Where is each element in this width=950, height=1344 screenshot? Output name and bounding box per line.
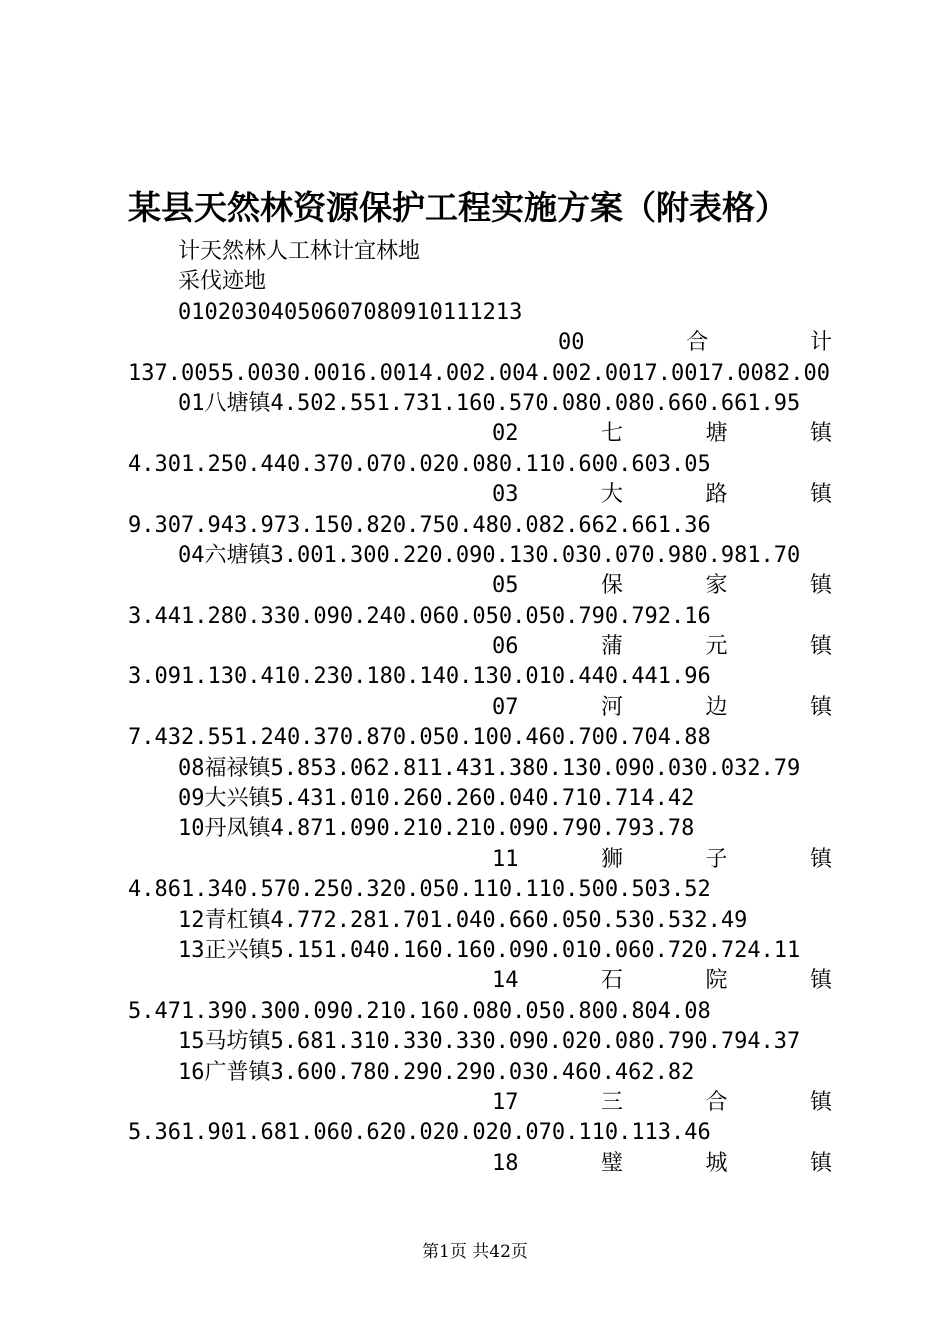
text-line bbox=[492, 480, 832, 510]
line-segment: 元 bbox=[705, 634, 728, 660]
line-segment: 子 bbox=[705, 846, 728, 872]
text-line bbox=[492, 1088, 832, 1118]
line-segment: 边 bbox=[705, 694, 728, 720]
text-line: 01八塘镇4.502.551.731.160.570.080.080.660.661.95 bbox=[178, 390, 801, 416]
line-segment: 镇 bbox=[809, 1150, 832, 1176]
document-body bbox=[128, 237, 832, 1179]
line-segment: 镇 bbox=[809, 1089, 832, 1115]
line-segment: 18 bbox=[492, 1150, 519, 1176]
text-line bbox=[492, 571, 832, 601]
line-segment: 镇 bbox=[809, 694, 832, 720]
line-segment: 00 bbox=[558, 330, 585, 356]
text-line: 04六塘镇3.001.300.220.090.130.030.070.980.981.70 bbox=[178, 542, 801, 568]
line-segment: 家 bbox=[705, 573, 728, 599]
line-segment: 06 bbox=[492, 634, 519, 660]
text-line bbox=[492, 693, 832, 723]
line-segment: 镇 bbox=[809, 968, 832, 994]
text-line: 12青杠镇4.772.281.701.040.660.050.530.532.49 bbox=[178, 907, 748, 933]
line-segment: 狮 bbox=[600, 846, 623, 872]
text-line: 01020304050607080910111213 bbox=[178, 299, 523, 325]
line-segment: 计 bbox=[809, 330, 832, 356]
page-footer: 第1页 共42页 bbox=[422, 1242, 528, 1262]
line-segment: 07 bbox=[492, 694, 519, 720]
line-segment: 镇 bbox=[809, 421, 832, 447]
line-segment: 镇 bbox=[809, 634, 832, 660]
line-segment: 河 bbox=[600, 694, 623, 720]
text-line bbox=[492, 419, 832, 449]
line-segment: 合 bbox=[686, 330, 709, 356]
line-segment: 镇 bbox=[809, 482, 832, 508]
line-segment: 镇 bbox=[809, 846, 832, 872]
text-line: 4.301.250.440.370.070.020.080.110.600.603.05 bbox=[128, 451, 711, 477]
text-line: 4.861.340.570.250.320.050.110.110.500.503.52 bbox=[128, 877, 711, 903]
line-segment: 保 bbox=[600, 573, 623, 599]
text-line: 计天然林人工林计宜林地 bbox=[178, 239, 421, 264]
line-segment: 合 bbox=[705, 1089, 728, 1115]
line-segment: 石 bbox=[600, 968, 623, 994]
text-line: 137.0055.0030.0016.0014.002.004.002.0017.0017.0082.00 bbox=[128, 360, 830, 386]
text-line bbox=[492, 1149, 832, 1179]
text-line: 7.432.551.240.370.870.050.100.460.700.704.88 bbox=[128, 725, 711, 751]
text-line: 13正兴镇5.151.040.160.160.090.010.060.720.724.11 bbox=[178, 937, 801, 963]
text-line: 5.471.390.300.090.210.160.080.050.800.804.08 bbox=[128, 998, 711, 1024]
text-line: 16广普镇3.600.780.290.290.030.460.462.82 bbox=[178, 1059, 695, 1085]
line-segment: 七 bbox=[600, 421, 623, 447]
line-segment: 三 bbox=[600, 1089, 623, 1115]
text-line: 3.441.280.330.090.240.060.050.050.790.792.16 bbox=[128, 603, 711, 629]
text-line: 15马坊镇5.681.310.330.330.090.020.080.790.794.37 bbox=[178, 1029, 801, 1055]
line-segment: 17 bbox=[492, 1089, 519, 1115]
text-line: 5.361.901.681.060.620.020.020.070.110.113.46 bbox=[128, 1120, 711, 1146]
text-line: 3.091.130.410.230.180.140.130.010.440.441.96 bbox=[128, 664, 711, 690]
text-line bbox=[492, 632, 832, 662]
line-segment: 城 bbox=[705, 1150, 728, 1176]
line-segment: 院 bbox=[705, 968, 728, 994]
line-segment: 塘 bbox=[705, 421, 728, 447]
text-line bbox=[492, 966, 832, 996]
line-segment: 05 bbox=[492, 573, 519, 599]
text-line: 9.307.943.973.150.820.750.480.082.662.661.36 bbox=[128, 512, 711, 538]
text-line bbox=[492, 845, 832, 875]
text-line bbox=[558, 328, 832, 358]
text-line: 08福禄镇5.853.062.811.431.380.130.090.030.032.79 bbox=[178, 755, 801, 781]
text-line: 09大兴镇5.431.010.260.260.040.710.714.42 bbox=[178, 786, 695, 812]
line-segment: 镇 bbox=[809, 573, 832, 599]
line-segment: 02 bbox=[492, 421, 519, 447]
document-title: 某县天然林资源保护工程实施方案（附表格） bbox=[128, 188, 788, 227]
line-segment: 11 bbox=[492, 846, 519, 872]
line-segment: 路 bbox=[705, 482, 728, 508]
line-segment: 14 bbox=[492, 968, 519, 994]
line-segment: 璧 bbox=[600, 1150, 623, 1176]
line-segment: 03 bbox=[492, 482, 519, 508]
line-segment: 大 bbox=[600, 482, 623, 508]
line-segment: 蒲 bbox=[600, 634, 623, 660]
text-line: 采伐迹地 bbox=[178, 269, 267, 295]
text-line: 10丹凤镇4.871.090.210.210.090.790.793.78 bbox=[178, 816, 695, 842]
